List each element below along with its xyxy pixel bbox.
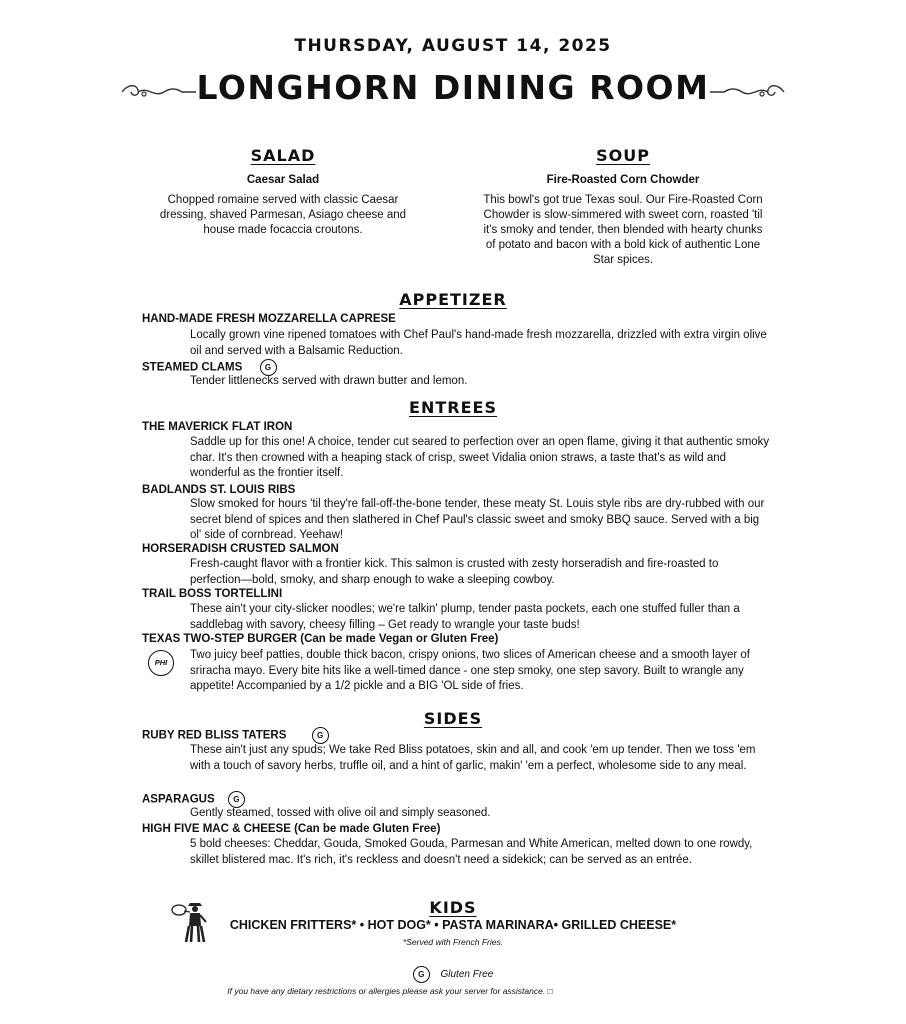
menu-item-description: Saddle up for this one! A choice, tender cut seared to perfection over an open flame, giving it that authentic smoky char. It's then crowned with a heaping stack of crisp, sweet Vidalia onion straws, a taste that's as wild and wonderful as the frontier itself.	[190, 436, 770, 479]
menu-item-name	[142, 727, 329, 744]
menu-item-name: HORSERADISH CRUSTED SALMON	[142, 543, 339, 555]
menu-item-name: THE MAVERICK FLAT IRON	[142, 421, 293, 433]
item-name-text: RUBY RED BLISS TATERS	[142, 729, 287, 742]
flourish-right-icon	[708, 82, 786, 102]
menu-item-description: Gently steamed, tossed with olive oil and simply seasoned.	[190, 807, 491, 819]
menu-item-name: HAND-MADE FRESH MOZZARELLA CAPRESE	[142, 313, 396, 325]
menu-item-name: TEXAS TWO-STEP BURGER (Can be made Vegan or Gluten Free)	[142, 633, 499, 645]
menu-item-description: Slow smoked for hours 'til they're fall-off-the-bone tender, these meaty St. Louis style ribs are dry-rubbed with our secret blend of spices and then slathered in Chef Paul's classic sweet and smoky BBQ sauce. Served with a big ol' side of cornbread. Yeehaw!	[190, 498, 765, 541]
gluten-free-label: Gluten Free	[440, 969, 494, 980]
gluten-free-icon: G	[312, 727, 329, 744]
salad-name: Caesar Salad	[246, 174, 320, 186]
soup-heading: SOUP	[596, 146, 650, 165]
gluten-free-icon: G	[260, 359, 277, 376]
salad-heading: SALAD	[250, 146, 316, 165]
disclaimer: If you have any dietary restrictions or allergies please ask your server for assistance. □	[227, 986, 553, 996]
soup-name: Fire-Roasted Corn Chowder	[546, 174, 700, 186]
menu-item-name: HIGH FIVE MAC & CHEESE (Can be made Gluten Free)	[142, 823, 441, 835]
menu-item-description: 5 bold cheeses: Cheddar, Gouda, Smoked Gouda, Parmesan and White American, melted down to one rowdy, skillet blistered mac. It's rich, it's reckless and doesn't need a sidekick; can be served as an entrée.	[190, 838, 753, 866]
menu-item-description: Fresh-caught flavor with a frontier kick. This salmon is crusted with zesty horseradish and fire-roasted to perfection—bold, smoky, and sharp enough to wake a sleeping cowboy.	[190, 558, 719, 586]
menu-item-description: Two juicy beef patties, double thick bacon, crispy onions, two slices of American cheese and a smooth layer of sriracha mayo. Every bite hits like a well-timed dance - one step smoky, one step savory. Built to wrangle any appetite! Accompanied by a 1/2 pickle and a BIG 'OL side of fries.	[190, 649, 750, 692]
gluten-free-icon: G	[228, 791, 245, 808]
page-title: LONGHORN DINING ROOM	[196, 68, 710, 107]
menu-item-name: TRAIL BOSS TORTELLINI	[142, 588, 283, 600]
menu-item-description: Tender littlenecks served with drawn butter and lemon.	[190, 375, 468, 387]
phi-badge-text: PHI	[154, 658, 168, 667]
menu-item-description: These ain't just any spuds; We take Red Bliss potatoes, skin and all, and cook 'em up tender. Then we toss 'em with a touch of savory herbs, truffle oil, and a hint of garlic, makin' 'em a perfect, wholesome side to any meal.	[190, 744, 756, 772]
item-name-text: STEAMED CLAMS	[142, 361, 243, 374]
salad-description: Chopped romaine served with classic Caesar dressing, shaved Parmesan, Asiago cheese and house made focaccia croutons.	[159, 194, 407, 236]
appetizer-heading: APPETIZER	[399, 290, 507, 309]
kids-items: CHICKEN FRITTERS* • HOT DOG* • PASTA MARINARA• GRILLED CHEESE*	[229, 918, 677, 932]
item-name-text: ASPARAGUS	[142, 793, 215, 806]
soup-description: This bowl's got true Texas soul. Our Fire-Roasted Corn Chowder is slow-simmered with sweet corn, roasted 'til it's smoky and tender, then blended with hearty chunks of potato and bacon with a bold kick of authentic Lone Star spices.	[483, 194, 763, 266]
kids-note: *Served with French Fries.	[402, 937, 504, 947]
menu-item-description: These ain't your city-slicker noodles; we're talkin' plump, tender pasta pockets, each one stuffed fuller than a saddlebag with savory, cheesy filling – Get ready to wrangle your taste buds!	[190, 603, 740, 631]
menu-item-description: Locally grown vine ripened tomatoes with Chef Paul's hand-made fresh mozzarella, drizzled with extra virgin olive oil and served with a Balsamic Reduction.	[190, 329, 767, 357]
sides-heading: SIDES	[423, 709, 483, 728]
legend	[0, 966, 906, 983]
title-row	[120, 66, 786, 116]
phi-badge-icon	[148, 650, 174, 676]
kids-heading: KIDS	[429, 898, 477, 917]
menu-date: THURSDAY, AUGUST 14, 2025	[294, 36, 612, 56]
menu-item-name: BADLANDS ST. LOUIS RIBS	[142, 484, 296, 496]
entrees-heading: ENTREES	[409, 398, 497, 417]
gluten-free-icon: G	[413, 966, 430, 983]
